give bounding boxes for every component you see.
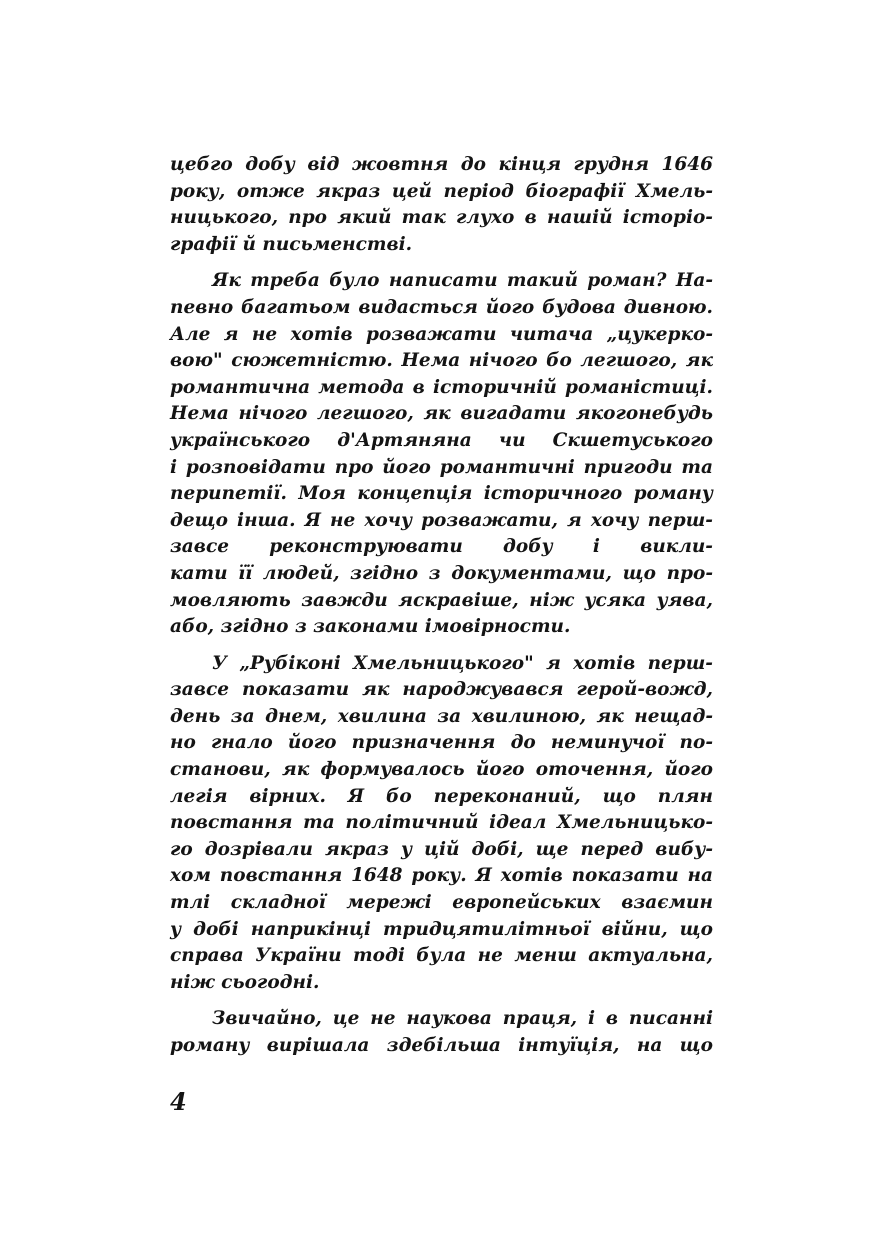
- body-text: [170, 152, 713, 1070]
- text-line: мовляють завжди яскравіше, ніж усяка уява,: [170, 589, 713, 611]
- text-line: но гнало його призначення до неминучої по-: [170, 732, 713, 754]
- text-line: го дозрівали якраз у цій добі, ще перед вибу-: [170, 838, 713, 860]
- paragraph-4: [170, 1006, 713, 1059]
- paragraph-1: [170, 152, 713, 258]
- text-line: легія вірних. Я бо переконаний, що плян: [170, 785, 713, 807]
- text-line: у добі наприкінці тридцятилітньої війни, що: [170, 918, 713, 940]
- text-line: українського д'Артяняна чи Скшетуського: [170, 429, 713, 451]
- paragraph-3: [170, 651, 713, 997]
- text-line: ницького, про який так глухо в нашій історіо-: [170, 207, 713, 229]
- text-line: роману вирішала здебільша інтуїція, на що: [170, 1035, 713, 1056]
- text-line: року, отже якраз цей період біографії Хмель-: [170, 180, 713, 202]
- text-line: Нема нічого легшого, як вигадати якогонебудь: [170, 403, 713, 425]
- text-line: вою" сюжетністю. Нема нічого бо легшого, як: [170, 350, 713, 372]
- text-line: станови, як формувалось його оточення, його: [170, 759, 713, 781]
- text-line: цебго добу від жовтня до кінця грудня 1646: [170, 154, 713, 175]
- text-line: завсе реконструювати добу і викли-: [170, 536, 713, 558]
- text-line: тлі складної мережі европейських взаємин: [170, 892, 713, 914]
- text-line: певно багатьом видасться його будова дивною.: [170, 296, 713, 318]
- text-line: У „Рубіконі Хмельницького" я хотів перш-: [212, 652, 713, 674]
- page-number: 4: [170, 1087, 187, 1116]
- text-line: Звичайно, це не наукова праця, і в писанні: [212, 1008, 713, 1030]
- text-line: справа України тоді була не менш актуальна,: [170, 945, 713, 967]
- text-line: або, згідно з законами імовірности.: [170, 616, 571, 638]
- text-line: графії й письменстві.: [170, 233, 413, 255]
- paragraph-2: [170, 268, 713, 640]
- text-line: завсе показати як народжувався герой-вожд,: [170, 679, 713, 701]
- text-line: кати її людей, згідно з документами, що про-: [170, 562, 713, 584]
- text-line: романтична метода в історичній романістиці.: [170, 376, 713, 398]
- text-line: день за днем, хвилина за хвилиною, як нещад-: [170, 705, 713, 727]
- text-line: і розповідати про його романтичні пригоди та: [170, 456, 713, 478]
- text-line: перипетії. Моя концепція історичного роману: [170, 483, 713, 505]
- text-line: повстання та політичний ідеал Хмельницько-: [170, 812, 713, 834]
- text-line: ніж сьогодні.: [170, 971, 320, 993]
- text-line: Як треба було написати такий роман? На-: [212, 270, 713, 292]
- text-line: Але я не хотів розважати читача „цукерко-: [170, 323, 713, 345]
- text-line: хом повстання 1648 року. Я хотів показати на: [170, 865, 713, 887]
- text-line: дещо інша. Я не хочу розважати, я хочу перш-: [170, 509, 713, 531]
